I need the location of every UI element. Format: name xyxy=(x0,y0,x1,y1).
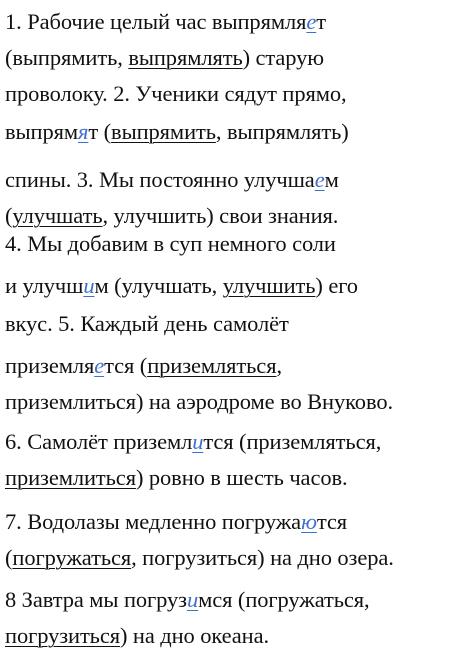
inserted-ending: е xyxy=(94,353,105,378)
text-run: , выпрямлять) xyxy=(215,119,349,144)
text-run: т ( xyxy=(88,119,112,144)
text-line xyxy=(5,273,358,299)
text-line xyxy=(5,509,347,535)
text-run: тся (приземляться, xyxy=(203,429,382,454)
text-run: 1. Рабочие целый час выпрямля xyxy=(5,9,307,34)
underlined-verb: погружаться xyxy=(12,545,132,570)
text-run: мся (погружаться, xyxy=(198,587,370,612)
inserted-ending: е xyxy=(314,167,325,192)
inserted-ending: и xyxy=(192,429,204,454)
underlined-verb: улучшать xyxy=(12,203,103,228)
text-run: ) старую xyxy=(242,45,325,70)
text-line xyxy=(5,429,381,455)
text-run: ) его xyxy=(315,273,358,298)
text-line xyxy=(5,465,348,491)
text-run: м xyxy=(324,167,339,192)
text-line xyxy=(5,81,347,107)
underlined-verb: выпрямить xyxy=(111,119,216,144)
text-line xyxy=(5,231,336,257)
text-line xyxy=(5,119,349,145)
inserted-ending: я xyxy=(78,119,89,144)
inserted-ending: и xyxy=(186,587,199,612)
text-run: спины. 3. Мы постоянно улучша xyxy=(5,167,315,192)
text-run: , улучшить) свои знания. xyxy=(102,203,339,228)
text-line xyxy=(5,623,269,649)
text-line xyxy=(5,353,282,379)
text-run: вкус. 5. Каждый день самолёт xyxy=(5,311,289,336)
text-run: ) на дно океана. xyxy=(119,623,270,648)
text-line xyxy=(5,389,393,415)
text-line xyxy=(5,167,339,193)
text-line xyxy=(5,311,289,337)
text-run: 7. Водолазы медленно погружа xyxy=(5,509,302,534)
text-line xyxy=(5,9,326,35)
text-run: приземлиться) на аэродроме во Внуково. xyxy=(5,389,394,414)
text-line xyxy=(5,587,370,613)
text-run: 4. Мы добавим в суп немного соли xyxy=(5,231,336,256)
underlined-verb: погрузиться xyxy=(5,623,120,648)
inserted-ending: и xyxy=(83,273,95,298)
underlined-verb: улучшить xyxy=(222,273,316,298)
text-run: (выпрямить, xyxy=(5,45,129,70)
text-run: т xyxy=(316,9,326,34)
text-run: тся xyxy=(316,509,347,534)
text-line xyxy=(5,203,338,229)
underlined-verb: приземляться xyxy=(147,353,277,378)
inserted-ending: ю xyxy=(301,509,317,534)
text-run: , xyxy=(276,353,282,378)
text-run: ( xyxy=(5,545,13,570)
text-run: и улучш xyxy=(5,273,84,298)
text-run: м (улучшать, xyxy=(94,273,223,298)
text-run: 6. Самолёт приземл xyxy=(5,429,193,454)
text-run: приземля xyxy=(5,353,95,378)
inserted-ending: е xyxy=(306,9,317,34)
text-line xyxy=(5,45,324,71)
text-run: выпрям xyxy=(5,119,79,144)
text-run: ( xyxy=(5,203,13,228)
text-run: проволоку. 2. Ученики сядут прямо, xyxy=(5,81,347,106)
underlined-verb: приземлиться xyxy=(5,465,136,490)
text-line xyxy=(5,545,394,571)
text-run: 8 Завтра мы погруз xyxy=(5,587,187,612)
text-run: ) ровно в шесть часов. xyxy=(135,465,348,490)
underlined-verb: выпрямлять xyxy=(128,45,243,70)
text-run: тся ( xyxy=(104,353,148,378)
text-run: , погрузиться) на дно озера. xyxy=(131,545,394,570)
